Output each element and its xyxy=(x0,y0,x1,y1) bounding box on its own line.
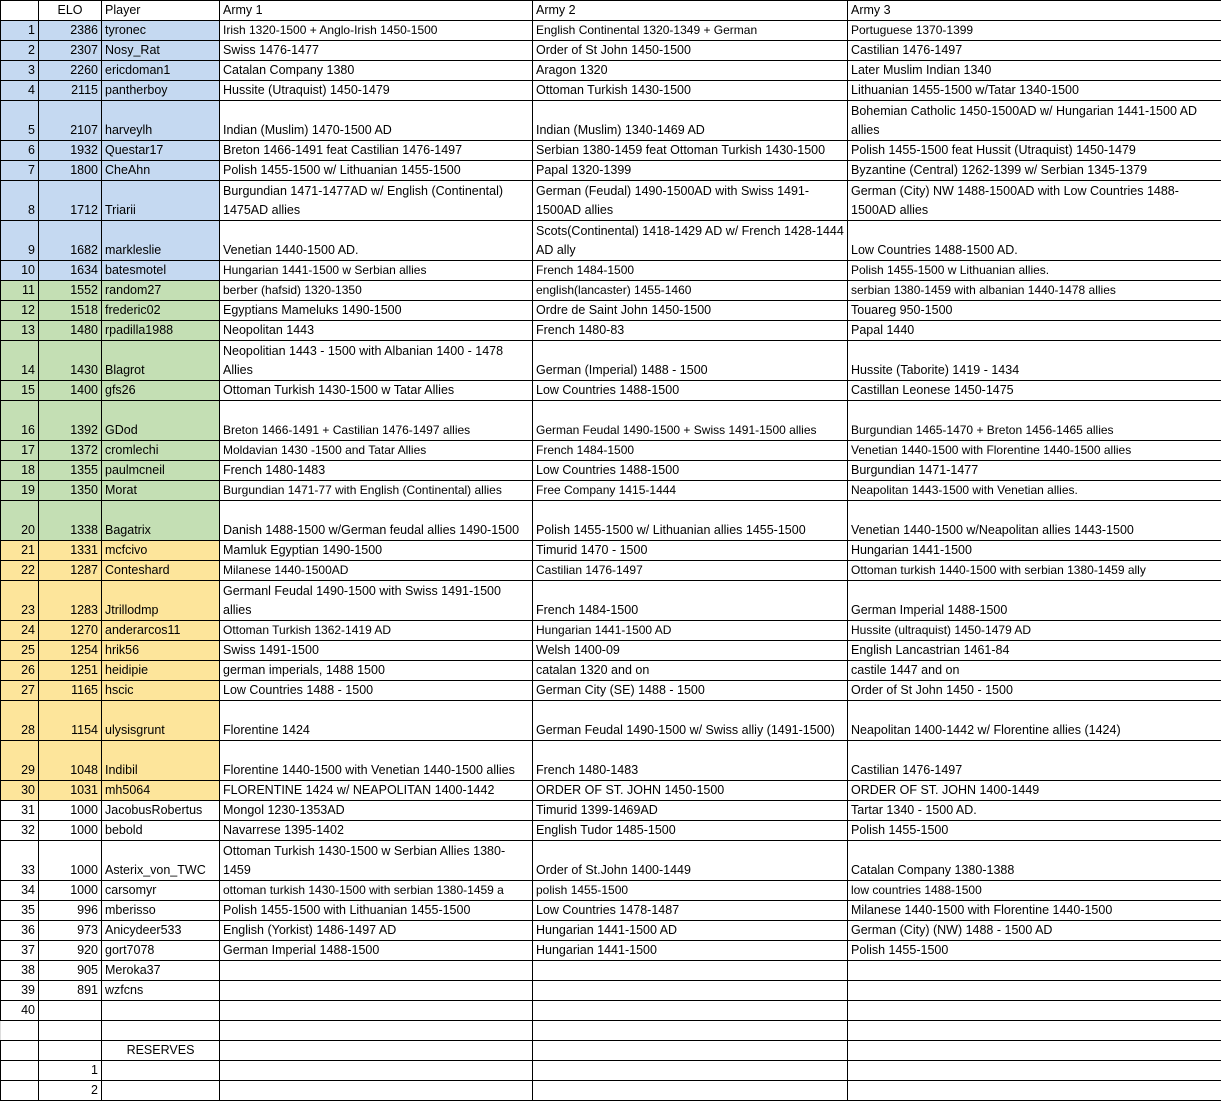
row-number-cell[interactable]: 12 xyxy=(1,301,39,321)
army-1-cell[interactable]: Indian (Muslim) 1470-1500 AD xyxy=(220,101,533,141)
army-1-cell[interactable]: Catalan Company 1380 xyxy=(220,61,533,81)
player-cell[interactable]: Nosy_Rat xyxy=(102,41,220,61)
army-3-cell[interactable]: Ottoman turkish 1440-1500 with serbian 1380-1459 ally xyxy=(848,561,1221,581)
army-2-cell[interactable]: French 1480-1483 xyxy=(533,741,848,781)
table-row xyxy=(1,921,1221,941)
elo-cell[interactable]: 2115 xyxy=(39,81,102,101)
army-3-cell[interactable]: Low Countries 1488-1500 AD. xyxy=(848,221,1221,261)
army-2-cell[interactable] xyxy=(533,1001,848,1021)
elo-cell[interactable]: 1932 xyxy=(39,141,102,161)
player-cell[interactable]: mh5064 xyxy=(102,781,220,801)
row-number-cell[interactable]: 38 xyxy=(1,961,39,981)
row-number-cell[interactable]: 15 xyxy=(1,381,39,401)
row-number-cell[interactable]: 10 xyxy=(1,261,39,281)
army-3-cell[interactable]: Touareg 950-1500 xyxy=(848,301,1221,321)
table-row xyxy=(1,641,1221,661)
army-1-cell[interactable] xyxy=(220,1001,533,1021)
army-2-cell[interactable]: Order of St John 1450-1500 xyxy=(533,41,848,61)
army-1-cell[interactable]: Breton 1466-1491 feat Castilian 1476-1497 xyxy=(220,141,533,161)
army-3-cell[interactable]: Neapolitan 1400-1442 w/ Florentine allies (1424) xyxy=(848,701,1221,741)
reserve-slot-number[interactable]: 2 xyxy=(39,1081,102,1101)
army-1-cell[interactable]: French 1480-1483 xyxy=(220,461,533,481)
army-1-cell[interactable]: Low Countries 1488 - 1500 xyxy=(220,681,533,701)
elo-cell[interactable]: 2386 xyxy=(39,21,102,41)
army-3-cell[interactable]: Castilian 1476-1497 xyxy=(848,741,1221,781)
player-cell[interactable]: heidipie xyxy=(102,661,220,681)
row-number-cell[interactable]: 20 xyxy=(1,501,39,541)
army-2-cell[interactable]: Scots(Continental) 1418-1429 AD w/ French 1428-1444 AD ally xyxy=(533,221,848,261)
army-3-cell[interactable]: Polish 1455-1500 xyxy=(848,941,1221,961)
army-1-cell[interactable]: Danish 1488-1500 w/German feudal allies 1490-1500 xyxy=(220,501,533,541)
elo-cell[interactable]: 973 xyxy=(39,921,102,941)
elo-cell[interactable]: 996 xyxy=(39,901,102,921)
row-number-cell[interactable]: 39 xyxy=(1,981,39,1001)
army-3-cell[interactable]: Bohemian Catholic 1450-1500AD w/ Hungarian 1441-1500 AD allies xyxy=(848,101,1221,141)
table-row xyxy=(1,161,1221,181)
table-row xyxy=(1,741,1221,781)
elo-cell[interactable]: 1552 xyxy=(39,281,102,301)
table-row xyxy=(1,481,1221,501)
army-1-cell[interactable]: Egyptians Mameluks 1490-1500 xyxy=(220,301,533,321)
elo-cell[interactable]: 1000 xyxy=(39,881,102,901)
table-row xyxy=(1,301,1221,321)
player-cell[interactable]: GDod xyxy=(102,401,220,441)
elo-cell[interactable]: 1000 xyxy=(39,841,102,881)
army-1-cell[interactable]: Florentine 1424 xyxy=(220,701,533,741)
army-3-cell[interactable]: Tartar 1340 - 1500 AD. xyxy=(848,801,1221,821)
army-3-cell[interactable] xyxy=(848,1001,1221,1021)
elo-cell[interactable]: 1480 xyxy=(39,321,102,341)
army-1-cell[interactable]: English (Yorkist) 1486-1497 AD xyxy=(220,921,533,941)
row-number-cell[interactable]: 36 xyxy=(1,921,39,941)
player-cell[interactable]: paulmcneil xyxy=(102,461,220,481)
reserves-section xyxy=(1,1021,1221,1101)
elo-cell[interactable]: 1048 xyxy=(39,741,102,781)
player-cell[interactable]: Bagatrix xyxy=(102,501,220,541)
army-3-cell[interactable]: English Lancastrian 1461-84 xyxy=(848,641,1221,661)
army-2-cell[interactable] xyxy=(533,961,848,981)
elo-cell[interactable]: 1338 xyxy=(39,501,102,541)
table-row xyxy=(1,221,1221,261)
table-row xyxy=(1,801,1221,821)
player-cell[interactable]: carsomyr xyxy=(102,881,220,901)
header-army-3[interactable]: Army 3 xyxy=(848,1,1221,21)
army-3-cell[interactable]: Order of St John 1450 - 1500 xyxy=(848,681,1221,701)
corner-cell[interactable] xyxy=(1,1,39,21)
army-2-cell[interactable]: French 1480-83 xyxy=(533,321,848,341)
army-1-cell[interactable]: Breton 1466-1491 + Castilian 1476-1497 allies xyxy=(220,401,533,441)
elo-cell[interactable]: 2107 xyxy=(39,101,102,141)
row-number-cell[interactable]: 18 xyxy=(1,461,39,481)
army-3-cell[interactable]: Polish 1455-1500 xyxy=(848,821,1221,841)
army-2-cell[interactable]: Aragon 1320 xyxy=(533,61,848,81)
elo-cell[interactable]: 1251 xyxy=(39,661,102,681)
table-row xyxy=(1,381,1221,401)
army-1-cell[interactable]: Burgundian 1471-1477AD w/ English (Continental) 1475AD allies xyxy=(220,181,533,221)
player-cell[interactable] xyxy=(102,1001,220,1021)
row-number-cell[interactable]: 13 xyxy=(1,321,39,341)
row-number-cell[interactable]: 26 xyxy=(1,661,39,681)
army-1-cell[interactable]: Ottoman Turkish 1430-1500 w Tatar Allies xyxy=(220,381,533,401)
player-cell[interactable]: Conteshard xyxy=(102,561,220,581)
row-number-cell[interactable]: 2 xyxy=(1,41,39,61)
army-1-cell[interactable]: Moldavian 1430 -1500 and Tatar Allies xyxy=(220,441,533,461)
table-row xyxy=(1,621,1221,641)
army-2-cell[interactable]: Castilian 1476-1497 xyxy=(533,561,848,581)
army-3-cell[interactable] xyxy=(848,961,1221,981)
player-cell[interactable]: Meroka37 xyxy=(102,961,220,981)
elo-cell[interactable]: 1430 xyxy=(39,341,102,381)
player-cell[interactable]: batesmotel xyxy=(102,261,220,281)
army-2-cell[interactable]: French 1484-1500 xyxy=(533,581,848,621)
elo-cell[interactable]: 1518 xyxy=(39,301,102,321)
army-1-cell[interactable]: german imperials, 1488 1500 xyxy=(220,661,533,681)
army-1-cell[interactable]: Venetian 1440-1500 AD. xyxy=(220,221,533,261)
elo-cell[interactable]: 920 xyxy=(39,941,102,961)
army-1-cell[interactable]: Irish 1320-1500 + Anglo-Irish 1450-1500 xyxy=(220,21,533,41)
army-3-cell[interactable]: Hussite (ultraquist) 1450-1479 AD xyxy=(848,621,1221,641)
army-2-cell[interactable]: polish 1455-1500 xyxy=(533,881,848,901)
table-row xyxy=(1,501,1221,541)
army-1-cell[interactable]: Neopolitian 1443 - 1500 with Albanian 1400 - 1478 Allies xyxy=(220,341,533,381)
row-number-cell[interactable]: 8 xyxy=(1,181,39,221)
army-3-cell[interactable]: Hungarian 1441-1500 xyxy=(848,541,1221,561)
player-cell[interactable]: hrik56 xyxy=(102,641,220,661)
army-3-cell[interactable]: Papal 1440 xyxy=(848,321,1221,341)
reserves-label[interactable]: RESERVES xyxy=(102,1041,220,1061)
army-3-cell[interactable]: German (City) NW 1488-1500AD with Low Countries 1488-1500AD allies xyxy=(848,181,1221,221)
army-1-cell[interactable]: FLORENTINE 1424 w/ NEAPOLITAN 1400-1442 xyxy=(220,781,533,801)
army-2-cell[interactable]: catalan 1320 and on xyxy=(533,661,848,681)
player-rows xyxy=(1,21,1221,1021)
elo-cell[interactable]: 1283 xyxy=(39,581,102,621)
table-row xyxy=(1,141,1221,161)
army-2-cell[interactable]: Hungarian 1441-1500 AD xyxy=(533,621,848,641)
table-row xyxy=(1,841,1221,881)
army-2-cell[interactable]: Low Countries 1488-1500 xyxy=(533,381,848,401)
player-cell[interactable]: tyronec xyxy=(102,21,220,41)
header-army-1[interactable]: Army 1 xyxy=(220,1,533,21)
table-row xyxy=(1,61,1221,81)
army-1-cell[interactable]: Polish 1455-1500 w/ Lithuanian 1455-1500 xyxy=(220,161,533,181)
army-1-cell[interactable]: Florentine 1440-1500 with Venetian 1440-1500 allies xyxy=(220,741,533,781)
elo-cell[interactable]: 1254 xyxy=(39,641,102,661)
army-3-cell[interactable]: Portuguese 1370-1399 xyxy=(848,21,1221,41)
army-2-cell[interactable]: Low Countries 1488-1500 xyxy=(533,461,848,481)
army-1-cell[interactable]: Ottoman Turkish 1362-1419 AD xyxy=(220,621,533,641)
army-3-cell[interactable]: Castillan Leonese 1450-1475 xyxy=(848,381,1221,401)
player-cell[interactable]: harveylh xyxy=(102,101,220,141)
player-cell[interactable]: anderarcos11 xyxy=(102,621,220,641)
army-2-cell[interactable]: German Feudal 1490-1500 w/ Swiss alliy (1491-1500) xyxy=(533,701,848,741)
army-3-cell[interactable]: Catalan Company 1380-1388 xyxy=(848,841,1221,881)
army-2-cell[interactable]: Welsh 1400-09 xyxy=(533,641,848,661)
elo-cell[interactable]: 1392 xyxy=(39,401,102,441)
table-row xyxy=(1,941,1221,961)
army-2-cell[interactable]: German Feudal 1490-1500 + Swiss 1491-1500 allies xyxy=(533,401,848,441)
elo-cell[interactable]: 1800 xyxy=(39,161,102,181)
army-2-cell[interactable]: Papal 1320-1399 xyxy=(533,161,848,181)
player-cell[interactable]: bebold xyxy=(102,821,220,841)
army-3-cell[interactable]: German Imperial 1488-1500 xyxy=(848,581,1221,621)
elo-cell[interactable]: 1634 xyxy=(39,261,102,281)
player-cell[interactable]: Asterix_von_TWC xyxy=(102,841,220,881)
table-row xyxy=(1,401,1221,441)
army-2-cell[interactable]: ORDER OF ST. JOHN 1450-1500 xyxy=(533,781,848,801)
player-cell[interactable]: Questar17 xyxy=(102,141,220,161)
player-cell[interactable]: Morat xyxy=(102,481,220,501)
army-3-cell[interactable]: Lithuanian 1455-1500 w/Tatar 1340-1500 xyxy=(848,81,1221,101)
elo-cell[interactable]: 1355 xyxy=(39,461,102,481)
spacer-row xyxy=(1,1021,1221,1041)
header-elo[interactable]: ELO xyxy=(39,1,102,21)
army-2-cell[interactable]: English Tudor 1485-1500 xyxy=(533,821,848,841)
table-row xyxy=(1,261,1221,281)
player-cell[interactable]: Blagrot xyxy=(102,341,220,381)
player-cell[interactable]: hscic xyxy=(102,681,220,701)
player-cell[interactable]: mberisso xyxy=(102,901,220,921)
header-army-2[interactable]: Army 2 xyxy=(533,1,848,21)
elo-cell[interactable]: 1287 xyxy=(39,561,102,581)
row-number-cell[interactable]: 7 xyxy=(1,161,39,181)
reserve-slot-number[interactable]: 1 xyxy=(39,1061,102,1081)
army-3-cell[interactable]: Venetian 1440-1500 with Florentine 1440-1500 allies xyxy=(848,441,1221,461)
army-3-cell[interactable]: Burgundian 1465-1470 + Breton 1456-1465 allies xyxy=(848,401,1221,441)
player-cell[interactable]: frederic02 xyxy=(102,301,220,321)
row-number-cell[interactable]: 32 xyxy=(1,821,39,841)
row-number-cell[interactable]: 22 xyxy=(1,561,39,581)
table-row xyxy=(1,821,1221,841)
army-2-cell[interactable]: Timurid 1470 - 1500 xyxy=(533,541,848,561)
army-2-cell[interactable]: German (Imperial) 1488 - 1500 xyxy=(533,341,848,381)
row-number-cell[interactable]: 1 xyxy=(1,21,39,41)
table-row xyxy=(1,981,1221,1001)
row-number-cell[interactable]: 27 xyxy=(1,681,39,701)
army-1-cell[interactable]: Swiss 1476-1477 xyxy=(220,41,533,61)
player-cell[interactable]: Anicydeer533 xyxy=(102,921,220,941)
army-1-cell[interactable]: berber (hafsid) 1320-1350 xyxy=(220,281,533,301)
army-3-cell[interactable]: Neapolitan 1443-1500 with Venetian allies. xyxy=(848,481,1221,501)
army-2-cell[interactable]: Serbian 1380-1459 feat Ottoman Turkish 1430-1500 xyxy=(533,141,848,161)
table-row xyxy=(1,321,1221,341)
army-2-cell[interactable] xyxy=(533,981,848,1001)
elo-cell[interactable]: 1270 xyxy=(39,621,102,641)
army-3-cell[interactable]: Polish 1455-1500 w Lithuanian allies. xyxy=(848,261,1221,281)
army-3-cell[interactable]: Burgundian 1471-1477 xyxy=(848,461,1221,481)
player-cell[interactable]: rpadilla1988 xyxy=(102,321,220,341)
army-3-cell[interactable]: ORDER OF ST. JOHN 1400-1449 xyxy=(848,781,1221,801)
row-number-cell[interactable]: 34 xyxy=(1,881,39,901)
row-number-cell[interactable]: 4 xyxy=(1,81,39,101)
player-cell[interactable]: Triarii xyxy=(102,181,220,221)
army-3-cell[interactable]: low countries 1488-1500 xyxy=(848,881,1221,901)
row-number-cell[interactable]: 21 xyxy=(1,541,39,561)
row-number-cell[interactable]: 28 xyxy=(1,701,39,741)
player-cell[interactable]: ericdoman1 xyxy=(102,61,220,81)
player-cell[interactable]: JacobusRobertus xyxy=(102,801,220,821)
army-2-cell[interactable]: Ottoman Turkish 1430-1500 xyxy=(533,81,848,101)
table-row xyxy=(1,461,1221,481)
table-row xyxy=(1,541,1221,561)
army-2-cell[interactable]: Ordre de Saint John 1450-1500 xyxy=(533,301,848,321)
army-2-cell[interactable]: German (Feudal) 1490-1500AD with Swiss 1491-1500AD allies xyxy=(533,181,848,221)
player-cell[interactable]: gort7078 xyxy=(102,941,220,961)
row-number-cell[interactable]: 33 xyxy=(1,841,39,881)
army-1-cell[interactable]: Mamluk Egyptian 1490-1500 xyxy=(220,541,533,561)
table-row xyxy=(1,701,1221,741)
table-row xyxy=(1,681,1221,701)
army-3-cell[interactable]: Milanese 1440-1500 with Florentine 1440-1500 xyxy=(848,901,1221,921)
elo-cell[interactable]: 1331 xyxy=(39,541,102,561)
elo-cell[interactable]: 1350 xyxy=(39,481,102,501)
army-2-cell[interactable]: Hungarian 1441-1500 AD xyxy=(533,921,848,941)
table-row xyxy=(1,961,1221,981)
army-3-cell[interactable]: Later Muslim Indian 1340 xyxy=(848,61,1221,81)
table-row xyxy=(1,781,1221,801)
elo-cell[interactable]: 1165 xyxy=(39,681,102,701)
elo-cell[interactable]: 891 xyxy=(39,981,102,1001)
row-number-cell[interactable]: 16 xyxy=(1,401,39,441)
army-2-cell[interactable]: english(lancaster) 1455-1460 xyxy=(533,281,848,301)
table-row xyxy=(1,341,1221,381)
army-2-cell[interactable]: Timurid 1399-1469AD xyxy=(533,801,848,821)
elo-cell[interactable]: 1372 xyxy=(39,441,102,461)
reserve-slot-row xyxy=(1,1061,1221,1081)
army-1-cell[interactable]: Ottoman Turkish 1430-1500 w Serbian Allies 1380-1459 xyxy=(220,841,533,881)
table-row xyxy=(1,441,1221,461)
header-row xyxy=(1,1,1221,21)
army-1-cell[interactable]: Neopolitan 1443 xyxy=(220,321,533,341)
table-row xyxy=(1,41,1221,61)
row-number-cell[interactable]: 37 xyxy=(1,941,39,961)
player-cell[interactable]: pantherboy xyxy=(102,81,220,101)
army-1-cell[interactable]: ottoman turkish 1430-1500 with serbian 1380-1459 a xyxy=(220,881,533,901)
elo-cell[interactable]: 1031 xyxy=(39,781,102,801)
army-1-cell[interactable]: Milanese 1440-1500AD xyxy=(220,561,533,581)
army-3-cell[interactable] xyxy=(848,981,1221,1001)
row-number-cell[interactable]: 31 xyxy=(1,801,39,821)
table-row xyxy=(1,901,1221,921)
army-1-cell[interactable]: German Imperial 1488-1500 xyxy=(220,941,533,961)
army-2-cell[interactable]: French 1484-1500 xyxy=(533,441,848,461)
elo-cell[interactable]: 1712 xyxy=(39,181,102,221)
elo-cell[interactable]: 2260 xyxy=(39,61,102,81)
army-2-cell[interactable]: Order of St.John 1400-1449 xyxy=(533,841,848,881)
army-1-cell[interactable]: Germanl Feudal 1490-1500 with Swiss 1491-1500 allies xyxy=(220,581,533,621)
table-row xyxy=(1,101,1221,141)
army-2-cell[interactable]: Hungarian 1441-1500 xyxy=(533,941,848,961)
elo-cell[interactable]: 905 xyxy=(39,961,102,981)
row-number-cell[interactable]: 6 xyxy=(1,141,39,161)
army-3-cell[interactable]: Hussite (Taborite) 1419 - 1434 xyxy=(848,341,1221,381)
table-row xyxy=(1,281,1221,301)
army-3-cell[interactable]: serbian 1380-1459 with albanian 1440-1478 allies xyxy=(848,281,1221,301)
table-row xyxy=(1,561,1221,581)
army-3-cell[interactable]: Polish 1455-1500 feat Hussit (Utraquist) 1450-1479 xyxy=(848,141,1221,161)
army-2-cell[interactable]: French 1484-1500 xyxy=(533,261,848,281)
army-1-cell[interactable] xyxy=(220,981,533,1001)
army-3-cell[interactable]: Castilian 1476-1497 xyxy=(848,41,1221,61)
row-number-cell[interactable]: 40 xyxy=(1,1001,39,1021)
row-number-cell[interactable]: 9 xyxy=(1,221,39,261)
elo-cell[interactable]: 1154 xyxy=(39,701,102,741)
row-number-cell[interactable]: 24 xyxy=(1,621,39,641)
player-cell[interactable]: cromlechi xyxy=(102,441,220,461)
player-cell[interactable]: markleslie xyxy=(102,221,220,261)
row-number-cell[interactable]: 14 xyxy=(1,341,39,381)
player-cell[interactable]: Jtrillodmp xyxy=(102,581,220,621)
elo-cell[interactable]: 1000 xyxy=(39,801,102,821)
army-2-cell[interactable]: German City (SE) 1488 - 1500 xyxy=(533,681,848,701)
army-1-cell[interactable] xyxy=(220,961,533,981)
player-cell[interactable]: mcfcivo xyxy=(102,541,220,561)
army-1-cell[interactable]: Hussite (Utraquist) 1450-1479 xyxy=(220,81,533,101)
row-number-cell[interactable]: 17 xyxy=(1,441,39,461)
army-1-cell[interactable]: Burgundian 1471-77 with English (Continental) allies xyxy=(220,481,533,501)
army-1-cell[interactable]: Mongol 1230-1353AD xyxy=(220,801,533,821)
army-1-cell[interactable]: Hungarian 1441-1500 w Serbian allies xyxy=(220,261,533,281)
elo-cell[interactable]: 1682 xyxy=(39,221,102,261)
row-number-cell[interactable]: 3 xyxy=(1,61,39,81)
elo-cell[interactable]: 2307 xyxy=(39,41,102,61)
table-row xyxy=(1,881,1221,901)
player-cell[interactable]: random27 xyxy=(102,281,220,301)
row-number-cell[interactable]: 19 xyxy=(1,481,39,501)
reserve-slot-row xyxy=(1,1081,1221,1101)
player-cell[interactable]: CheAhn xyxy=(102,161,220,181)
row-number-cell[interactable]: 35 xyxy=(1,901,39,921)
army-3-cell[interactable]: Venetian 1440-1500 w/Neapolitan allies 1443-1500 xyxy=(848,501,1221,541)
row-number-cell[interactable]: 5 xyxy=(1,101,39,141)
row-number-cell[interactable]: 23 xyxy=(1,581,39,621)
army-3-cell[interactable]: Byzantine (Central) 1262-1399 w/ Serbian 1345-1379 xyxy=(848,161,1221,181)
reserves-label-row xyxy=(1,1041,1221,1061)
army-2-cell[interactable]: Indian (Muslim) 1340-1469 AD xyxy=(533,101,848,141)
row-number-cell[interactable]: 30 xyxy=(1,781,39,801)
table-row xyxy=(1,581,1221,621)
army-1-cell[interactable]: Navarrese 1395-1402 xyxy=(220,821,533,841)
table-row xyxy=(1,1001,1221,1021)
table-row xyxy=(1,661,1221,681)
player-cell[interactable]: Indibil xyxy=(102,741,220,781)
elo-cell[interactable]: 1000 xyxy=(39,821,102,841)
table-row xyxy=(1,81,1221,101)
army-2-cell[interactable]: Polish 1455-1500 w/ Lithuanian allies 1455-1500 xyxy=(533,501,848,541)
row-number-cell[interactable]: 29 xyxy=(1,741,39,781)
table-row xyxy=(1,21,1221,41)
army-1-cell[interactable]: Swiss 1491-1500 xyxy=(220,641,533,661)
row-number-cell[interactable]: 25 xyxy=(1,641,39,661)
player-cell[interactable]: gfs26 xyxy=(102,381,220,401)
army-1-cell[interactable]: Polish 1455-1500 with Lithuanian 1455-1500 xyxy=(220,901,533,921)
player-cell[interactable]: wzfcns xyxy=(102,981,220,1001)
elo-cell[interactable]: 1400 xyxy=(39,381,102,401)
army-3-cell[interactable]: castile 1447 and on xyxy=(848,661,1221,681)
player-cell[interactable]: ulysisgrunt xyxy=(102,701,220,741)
army-3-cell[interactable]: German (City) (NW) 1488 - 1500 AD xyxy=(848,921,1221,941)
army-2-cell[interactable]: Low Countries 1478-1487 xyxy=(533,901,848,921)
row-number-cell[interactable]: 11 xyxy=(1,281,39,301)
header-player[interactable]: Player xyxy=(102,1,220,21)
army-2-cell[interactable]: Free Company 1415-1444 xyxy=(533,481,848,501)
table-row xyxy=(1,181,1221,221)
army-2-cell[interactable]: English Continental 1320-1349 + German xyxy=(533,21,848,41)
elo-cell[interactable] xyxy=(39,1001,102,1021)
